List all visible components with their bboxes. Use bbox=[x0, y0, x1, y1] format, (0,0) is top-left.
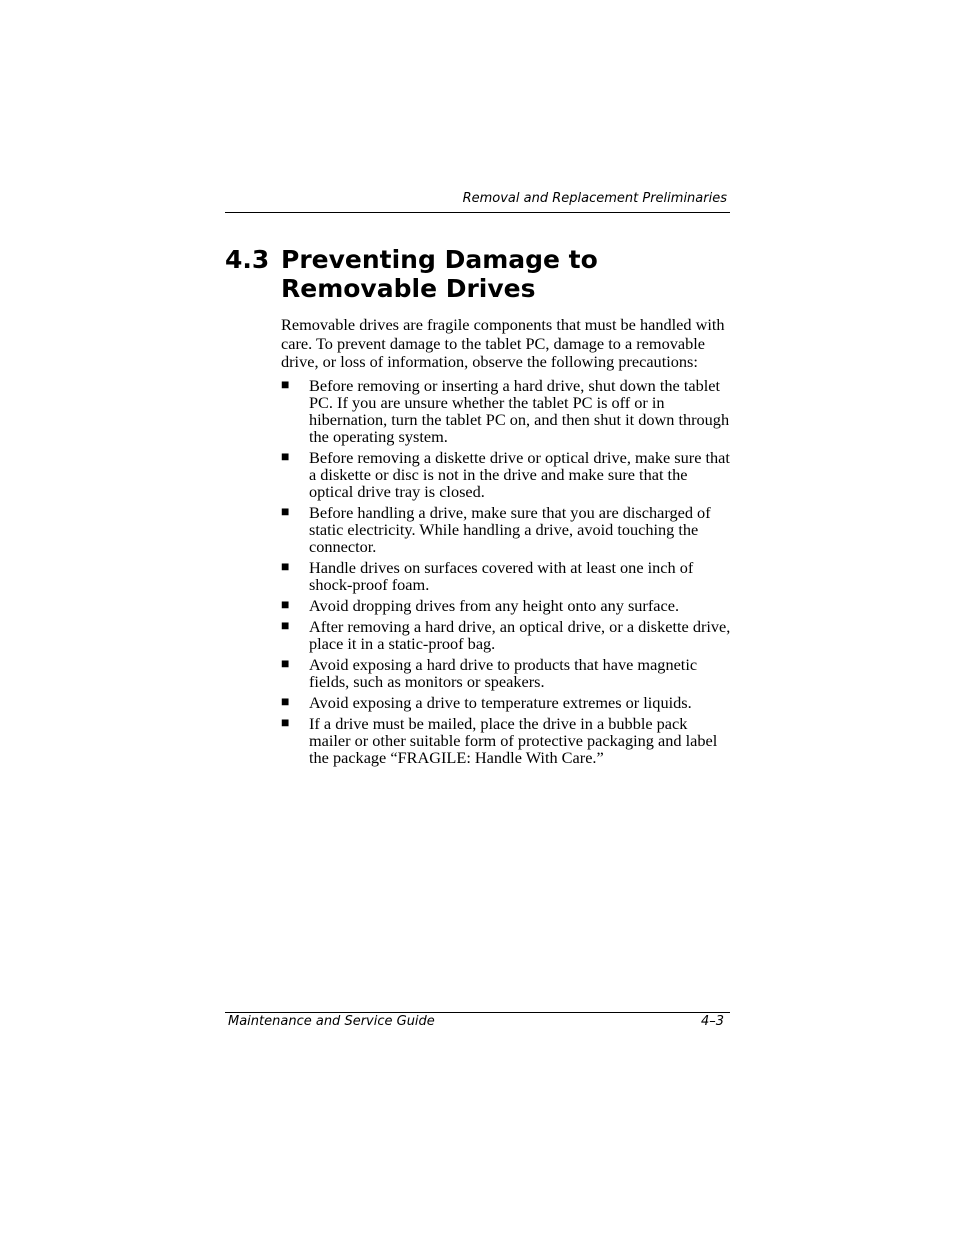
page-number: 4–3 bbox=[700, 1014, 724, 1029]
precautions-list bbox=[281, 377, 731, 766]
list-item: ■ Before removing or inserting a hard drive, shut down the tablet PC. If you are unsure whether the tablet PC is off or in hibernation, turn the tablet PC on, and then shut it down through the operating system. bbox=[281, 375, 730, 446]
square-bullet-icon: ■ bbox=[281, 377, 290, 393]
list-item: ■ If a drive must be mailed, place the drive in a bubble pack mailer or other suitable form of protective packaging and label the package “FRAGILE: Handle With Care.” bbox=[281, 713, 718, 767]
list-item: ■ Before handling a drive, make sure that you are discharged of static electricity. While handling a drive, avoid touching the connector. bbox=[281, 502, 711, 556]
running-header: Removal and Replacement Preliminaries bbox=[462, 191, 727, 206]
page-footer bbox=[228, 1014, 724, 1030]
square-bullet-icon: ■ bbox=[281, 504, 290, 520]
list-item: ■ After removing a hard drive, an optical drive, or a diskette drive, place it in a static-proof bag. bbox=[281, 616, 731, 653]
list-item: ■ Before removing a diskette drive or optical drive, make sure that a diskette or disc is not in the drive and make sure that the optical drive tray is closed. bbox=[281, 447, 730, 501]
section-number: 4.3 bbox=[225, 245, 270, 274]
footer-rule bbox=[225, 1012, 730, 1013]
square-bullet-icon: ■ bbox=[281, 656, 290, 672]
section-title-line-1: Preventing Damage to bbox=[281, 245, 598, 274]
list-item: ■ Handle drives on surfaces covered with at least one inch of shock-proof foam. bbox=[281, 557, 694, 594]
footer-title: Maintenance and Service Guide bbox=[228, 1014, 435, 1029]
square-bullet-icon: ■ bbox=[281, 449, 290, 465]
section-title bbox=[225, 245, 725, 303]
list-item: ■ Avoid exposing a drive to temperature extremes or liquids. bbox=[281, 692, 692, 712]
section-title-line-2: Removable Drives bbox=[281, 274, 536, 303]
intro-paragraph: Removable drives are fragile components that must be handled with care. To prevent damage to the tablet PC, damage to a removable drive, or loss of information, observe the following precautions: bbox=[281, 315, 725, 371]
square-bullet-icon: ■ bbox=[281, 715, 290, 731]
header-rule bbox=[225, 212, 730, 213]
square-bullet-icon: ■ bbox=[281, 618, 290, 634]
square-bullet-icon: ■ bbox=[281, 597, 290, 613]
section-body bbox=[281, 316, 731, 770]
list-item: ■ Avoid exposing a hard drive to products that have magnetic fields, such as monitors or speakers. bbox=[281, 654, 698, 691]
square-bullet-icon: ■ bbox=[281, 559, 290, 575]
list-item: ■ Avoid dropping drives from any height onto any surface. bbox=[281, 595, 680, 615]
square-bullet-icon: ■ bbox=[281, 694, 290, 710]
